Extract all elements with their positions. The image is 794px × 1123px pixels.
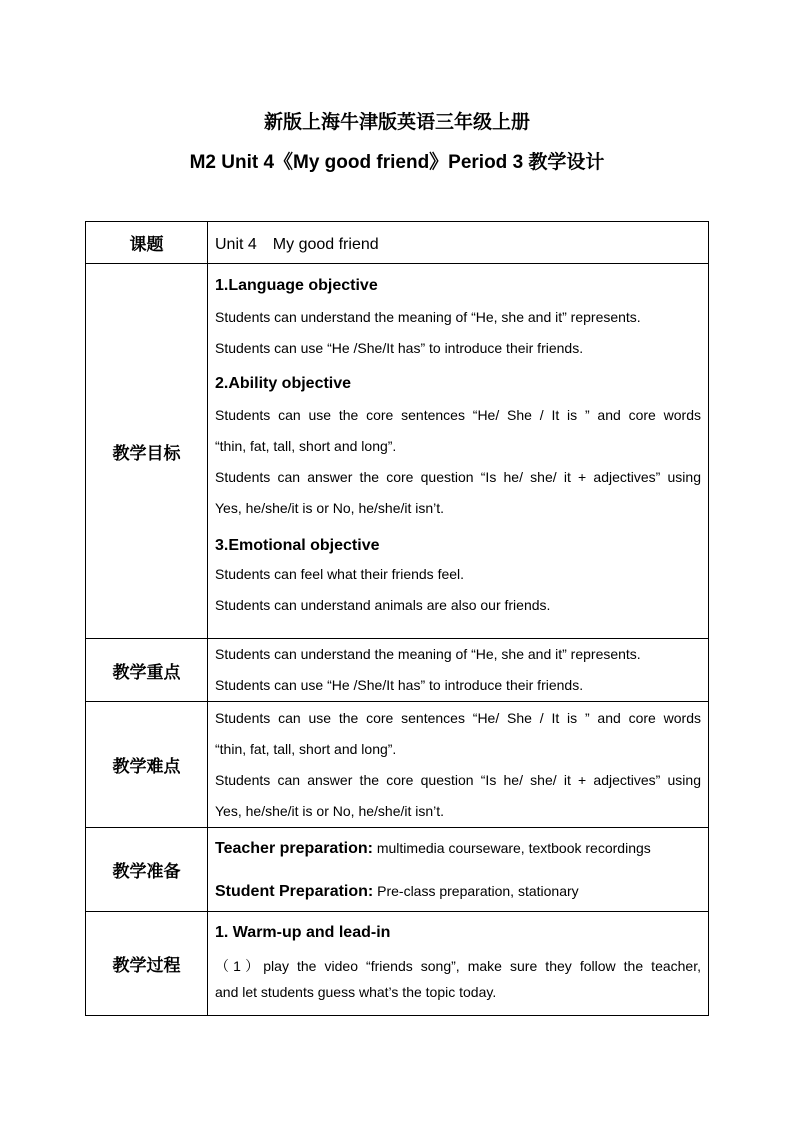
- table-row-difficult-points: [86, 702, 709, 828]
- key-point-line: Students can understand the meaning of “He, she and it” represents.: [215, 646, 641, 662]
- emotional-objective-heading: 3.Emotional objective: [215, 537, 380, 554]
- key-points-cell: [208, 639, 709, 702]
- table-row-key-points: [86, 639, 709, 702]
- process-step-line: （1）play the video “friends song”, make sure they follow the teacher,: [215, 958, 701, 974]
- lesson-plan-table: [85, 221, 709, 1016]
- objectives-label: 教学目标: [86, 264, 208, 639]
- difficult-point-line: Students can use the core sentences “He/ She / It is ” and core words: [215, 709, 701, 726]
- ability-objective-line: Students can use the core sentences “He/ She / It is ” and core words: [215, 407, 701, 423]
- key-point-line: Students can use “He /She/It has” to introduce their friends.: [215, 677, 584, 693]
- language-objective-line: Students can understand the meaning of “He, she and it” represents.: [215, 309, 641, 325]
- student-preparation-line: [215, 881, 701, 902]
- emotional-objective-line: Students can understand animals are also our friends.: [215, 597, 551, 613]
- process-label: 教学过程: [86, 912, 208, 1016]
- document-title: 新版上海牛津版英语三年级上册: [263, 112, 530, 133]
- ability-objective-line: Yes, he/she/it is or No, he/she/it isn’t.: [215, 500, 445, 516]
- table-row-objectives: [86, 264, 709, 639]
- difficult-point-line: Students can answer the core question “Is he/ she/ it + adjectives” using: [215, 771, 701, 788]
- ability-objective-heading: 2.Ability objective: [215, 375, 352, 392]
- teacher-preparation-line: [215, 838, 701, 859]
- topic-label: 课题: [86, 222, 208, 264]
- process-cell: [208, 912, 709, 1016]
- table-row-preparation: [86, 828, 709, 912]
- language-objective-heading: 1.Language objective: [215, 277, 378, 294]
- document-subtitle: M2 Unit 4《My good friend》Period 3 教学设计: [189, 152, 605, 173]
- teacher-preparation-value: multimedia courseware, textbook recordings: [372, 839, 651, 856]
- teacher-preparation-label: Teacher preparation:: [215, 839, 373, 857]
- preparation-label: 教学准备: [86, 828, 208, 912]
- difficult-points-label: 教学难点: [86, 702, 208, 828]
- difficult-point-line: “thin, fat, tall, short and long”.: [215, 740, 397, 757]
- student-preparation-label: Student Preparation:: [215, 882, 374, 900]
- topic-value: Unit 4 My good friend: [215, 236, 379, 253]
- ability-objective-line: Students can answer the core question “Is he/ she/ it + adjectives” using: [215, 469, 701, 485]
- table-row-process: [86, 912, 709, 1016]
- student-preparation-value: Pre-class preparation, stationary: [373, 882, 579, 899]
- key-points-label: 教学重点: [86, 639, 208, 702]
- difficult-point-line: Yes, he/she/it is or No, he/she/it isn’t.: [215, 802, 445, 819]
- ability-objective-line: “thin, fat, tall, short and long”.: [215, 438, 397, 454]
- table-row-topic: [86, 222, 709, 264]
- emotional-objective-line: Students can feel what their friends feel.: [215, 566, 465, 582]
- process-step-line: and let students guess what’s the topic today.: [215, 984, 497, 1000]
- preparation-cell: [208, 828, 709, 912]
- language-objective-line: Students can use “He /She/It has” to introduce their friends.: [215, 340, 584, 356]
- difficult-points-cell: [208, 702, 709, 828]
- objectives-cell: [208, 264, 709, 639]
- warm-up-heading: 1. Warm-up and lead-in: [215, 924, 391, 941]
- topic-cell: [208, 222, 709, 264]
